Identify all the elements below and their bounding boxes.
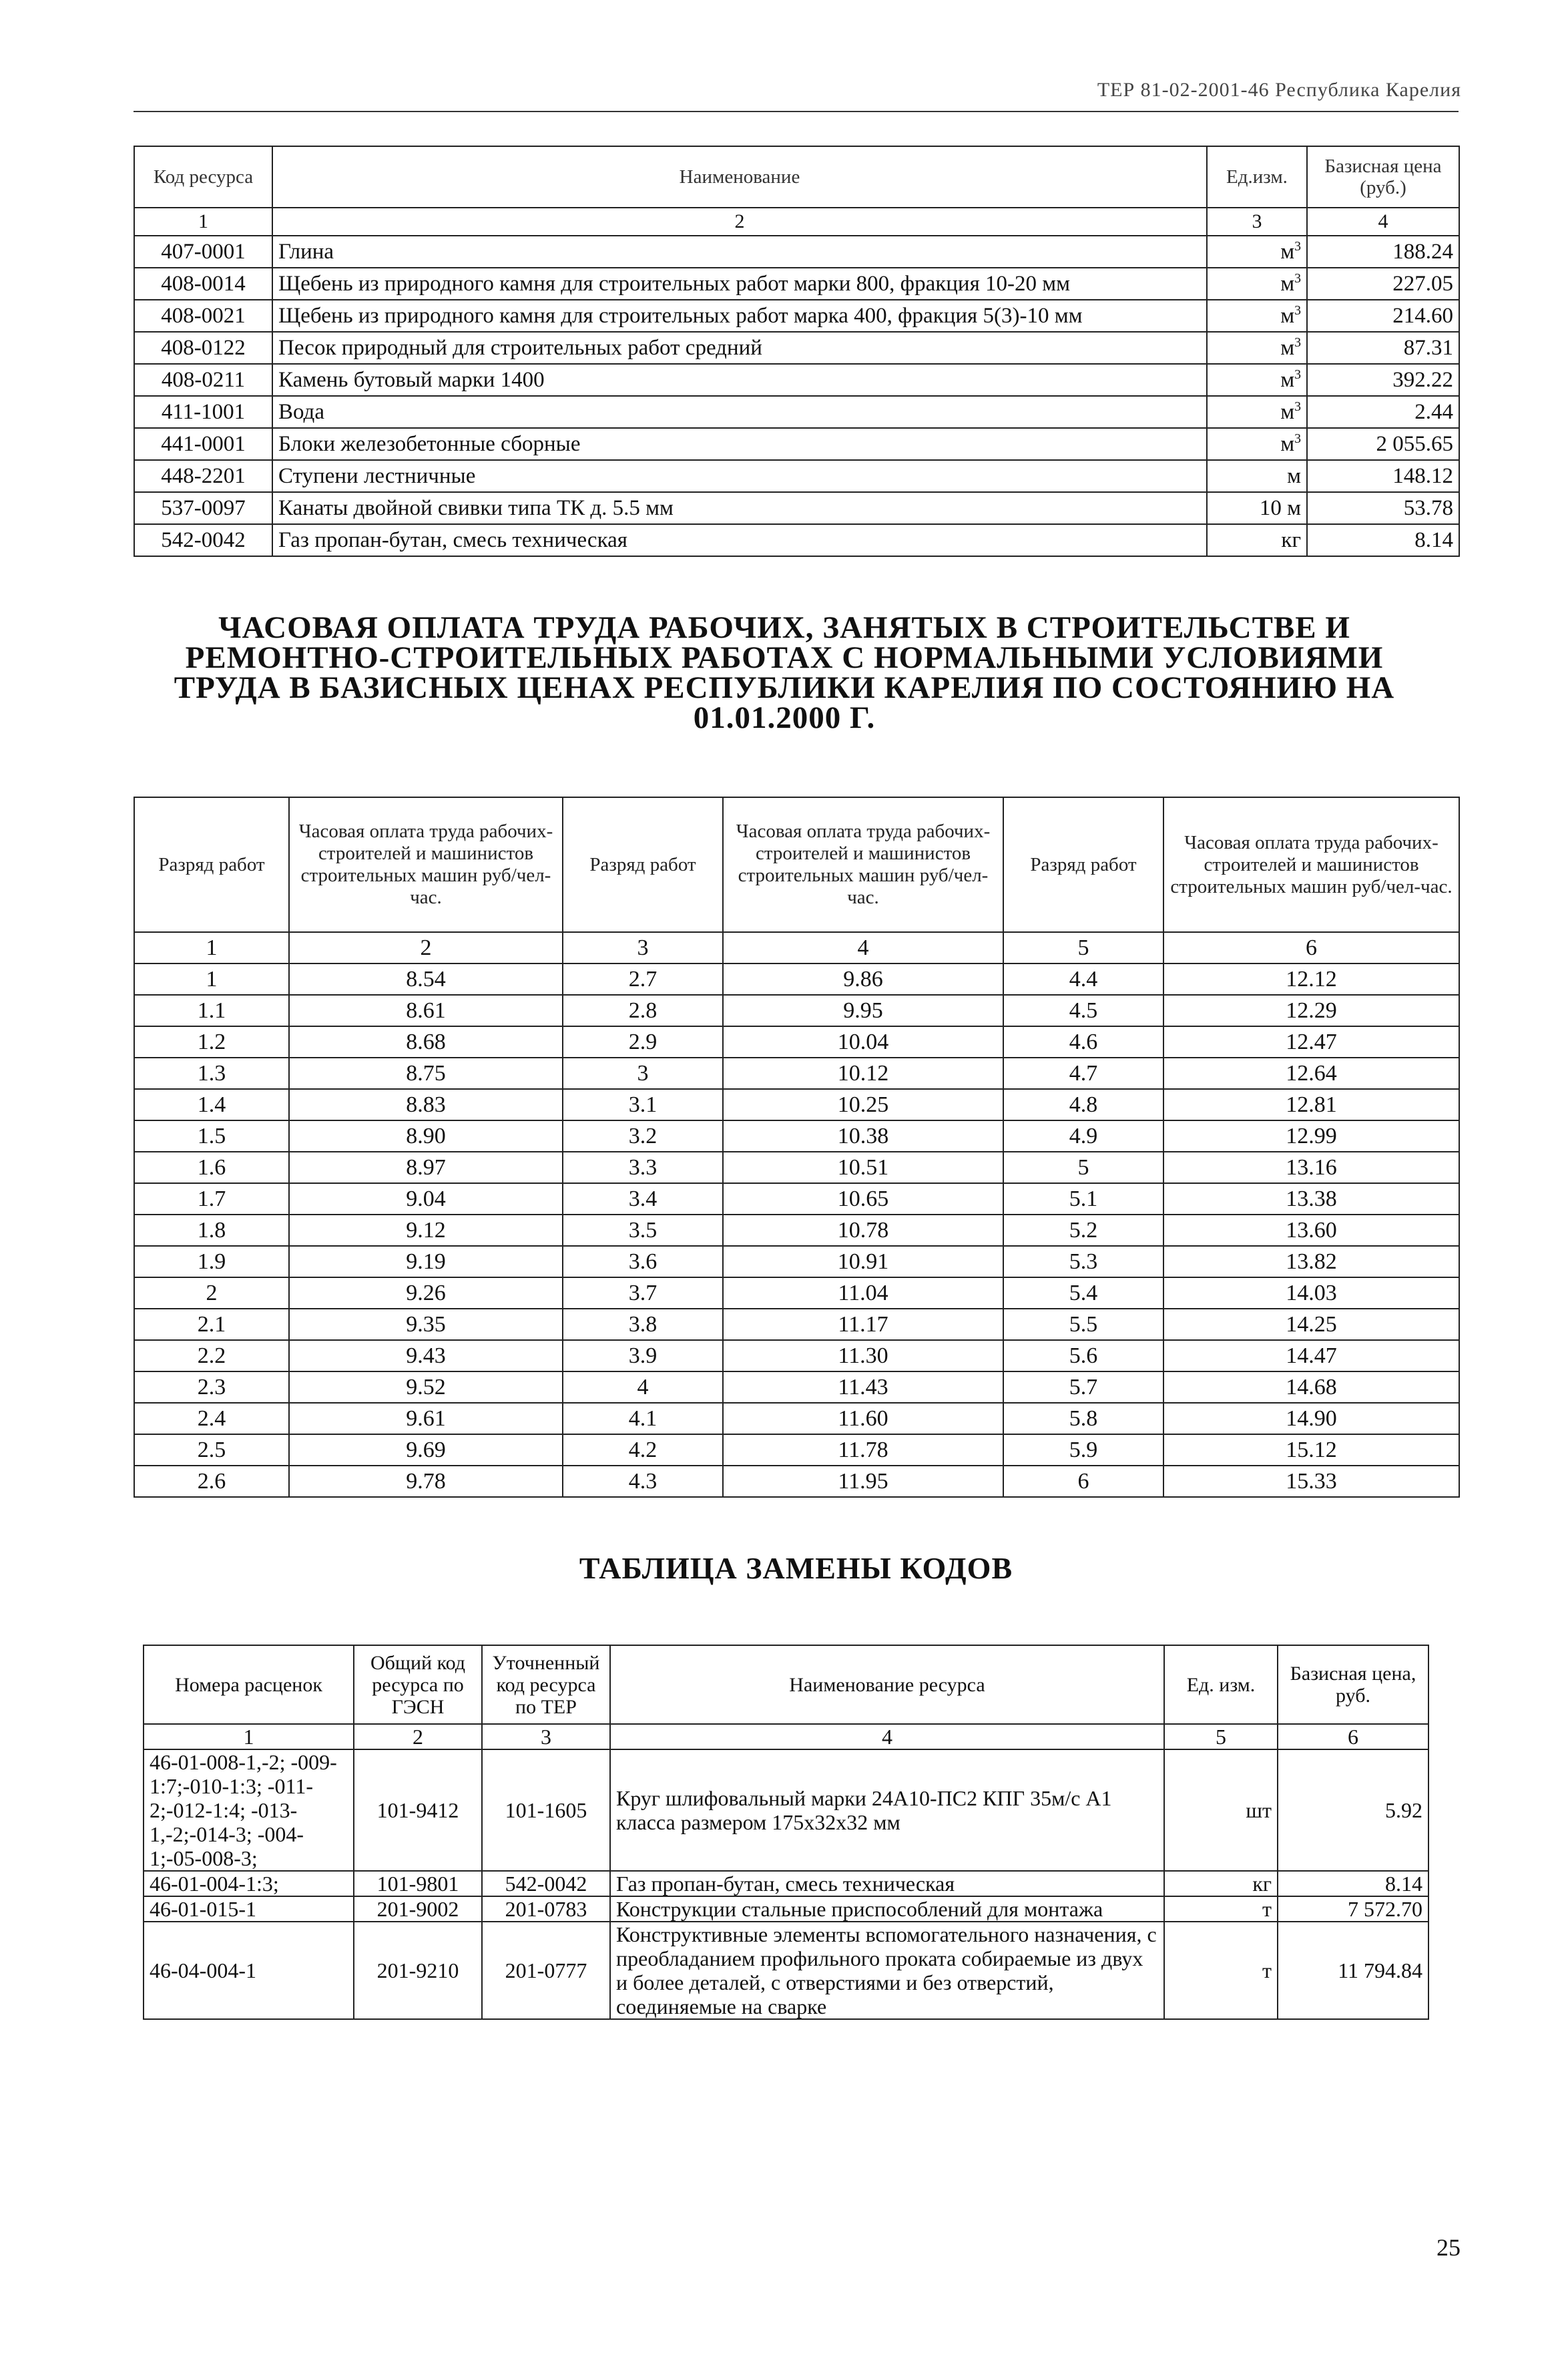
column-number: 3 xyxy=(1207,208,1307,236)
grade-cell: 4.4 xyxy=(1003,963,1163,995)
grade-cell: 3.8 xyxy=(563,1309,723,1340)
grade-cell: 5.8 xyxy=(1003,1403,1163,1434)
grade-header: Разряд работ xyxy=(563,797,723,932)
resource-name: Газ пропан-бутан, смесь техническая xyxy=(610,1871,1164,1896)
unit-text: м xyxy=(1280,303,1295,328)
table-row xyxy=(134,995,1459,1026)
rate-cell: 8.83 xyxy=(289,1089,563,1120)
resource-name: Камень бутовый марки 1400 xyxy=(272,364,1207,396)
unit-superscript: 3 xyxy=(1294,270,1301,286)
rate-cell: 9.26 xyxy=(289,1277,563,1309)
rate-cell: 8.97 xyxy=(289,1152,563,1183)
grade-header: Разряд работ xyxy=(134,797,289,932)
grade-cell: 3.3 xyxy=(563,1152,723,1183)
table-row xyxy=(144,1922,1428,2019)
grade-cell: 5.2 xyxy=(1003,1215,1163,1246)
resource-price: 227.05 xyxy=(1307,268,1459,300)
resource-unit xyxy=(1207,492,1307,524)
resource-unit xyxy=(1207,268,1307,300)
resource-code: 441-0001 xyxy=(134,428,272,460)
rate-cell: 10.12 xyxy=(723,1058,1003,1089)
grade-cell: 3.7 xyxy=(563,1277,723,1309)
column-number: 3 xyxy=(482,1724,610,1749)
rate-cell: 9.19 xyxy=(289,1246,563,1277)
resource-price: 392.22 xyxy=(1307,364,1459,396)
rate-cell: 9.78 xyxy=(289,1466,563,1497)
table-row xyxy=(134,300,1459,332)
ter-code: 201-0783 xyxy=(482,1896,610,1922)
column-number: 2 xyxy=(289,932,563,963)
rate-cell: 15.12 xyxy=(1163,1434,1459,1466)
ter-code: 101-1605 xyxy=(482,1749,610,1871)
grade-cell: 1.6 xyxy=(134,1152,289,1183)
grade-cell: 3.6 xyxy=(563,1246,723,1277)
resource-unit xyxy=(1207,524,1307,556)
table-row xyxy=(134,332,1459,364)
grade-cell: 1.4 xyxy=(134,1089,289,1120)
column-number: 6 xyxy=(1163,932,1459,963)
resource-name: Круг шлифовальный марки 24А10-ПС2 КПГ 35м/с А1 класса размером 175х32х32 мм xyxy=(610,1749,1164,1871)
resource-price: 87.31 xyxy=(1307,332,1459,364)
resource-price: 214.60 xyxy=(1307,300,1459,332)
resource-name: Песок природный для строительных работ средний xyxy=(272,332,1207,364)
codes-table xyxy=(143,1645,1429,2020)
table-row xyxy=(134,1309,1459,1340)
grade-cell: 4.8 xyxy=(1003,1089,1163,1120)
header-cell: Номера расценок xyxy=(144,1645,354,1724)
resource-price: 2.44 xyxy=(1307,396,1459,428)
rate-header: Часовая оплата труда рабочих-строителей и машинистов строительных машин руб/чел-час. xyxy=(1163,797,1459,932)
column-number: 1 xyxy=(144,1724,354,1749)
running-header: ТЕР 81-02-2001-46 Республика Карелия xyxy=(1097,79,1461,101)
grade-cell: 1.8 xyxy=(134,1215,289,1246)
unit-text: м xyxy=(1280,431,1295,456)
rate-cell: 10.65 xyxy=(723,1183,1003,1215)
grade-cell: 1 xyxy=(134,963,289,995)
unit-text: м xyxy=(1280,335,1295,360)
table-row xyxy=(134,1246,1459,1277)
table-row xyxy=(134,460,1459,492)
rate-cell: 10.25 xyxy=(723,1089,1003,1120)
header-cell: Ед. изм. xyxy=(1164,1645,1278,1724)
unit-superscript: 3 xyxy=(1294,399,1301,414)
resource-name: Конструкции стальные приспособлений для монтажа xyxy=(610,1896,1164,1922)
resource-unit xyxy=(1207,300,1307,332)
resource-code: 537-0097 xyxy=(134,492,272,524)
rate-cell: 9.35 xyxy=(289,1309,563,1340)
resource-unit xyxy=(1207,460,1307,492)
column-number: 4 xyxy=(610,1724,1164,1749)
rate-header: Часовая оплата труда рабочих-строителей и машинистов строительных машин руб/чел-час. xyxy=(289,797,563,932)
resource-unit xyxy=(1207,396,1307,428)
table-row xyxy=(134,1183,1459,1215)
rate-cell: 11.30 xyxy=(723,1340,1003,1371)
resource-code: 408-0122 xyxy=(134,332,272,364)
grade-cell: 5.1 xyxy=(1003,1183,1163,1215)
grade-cell: 1.7 xyxy=(134,1183,289,1215)
header-cell: Базисная цена (руб.) xyxy=(1307,146,1459,208)
rate-cell: 10.04 xyxy=(723,1026,1003,1058)
rate-cell: 8.90 xyxy=(289,1120,563,1152)
column-number: 1 xyxy=(134,932,289,963)
grade-cell: 5.3 xyxy=(1003,1246,1163,1277)
grade-cell: 2.5 xyxy=(134,1434,289,1466)
table-row xyxy=(134,428,1459,460)
resource-name: Щебень из природного камня для строительных работ марка 400, фракция 5(3)-10 мм xyxy=(272,300,1207,332)
rate-cell: 11.04 xyxy=(723,1277,1003,1309)
column-number: 2 xyxy=(354,1724,482,1749)
rate-numbers: 46-04-004-1 xyxy=(144,1922,354,2019)
table-row xyxy=(134,1089,1459,1120)
grade-cell: 2 xyxy=(134,1277,289,1309)
grade-cell: 2.4 xyxy=(134,1403,289,1434)
resource-code: 408-0211 xyxy=(134,364,272,396)
grade-cell: 2.8 xyxy=(563,995,723,1026)
table-row xyxy=(144,1896,1428,1922)
rate-cell: 9.52 xyxy=(289,1371,563,1403)
header-cell: Базисная цена, руб. xyxy=(1278,1645,1428,1724)
resource-code: 411-1001 xyxy=(134,396,272,428)
table-row xyxy=(134,1026,1459,1058)
column-number: 5 xyxy=(1003,932,1163,963)
grade-cell: 1.3 xyxy=(134,1058,289,1089)
table-row xyxy=(134,1403,1459,1434)
column-number: 3 xyxy=(563,932,723,963)
column-number: 4 xyxy=(723,932,1003,963)
header-cell: Уточненный код ресурса по ТЕР xyxy=(482,1645,610,1724)
grade-header: Разряд работ xyxy=(1003,797,1163,932)
table-row xyxy=(144,1871,1428,1896)
rate-cell: 11.95 xyxy=(723,1466,1003,1497)
rate-numbers: 46-01-008-1,-2; -009-1:7;-010-1:3; -011-2;-012-1:4; -013-1,-2;-014-3; -004-1;-05-008-3; xyxy=(144,1749,354,1871)
resource-price: 8.14 xyxy=(1307,524,1459,556)
resource-name: Блоки железобетонные сборные xyxy=(272,428,1207,460)
grade-cell: 2.1 xyxy=(134,1309,289,1340)
rate-cell: 10.51 xyxy=(723,1152,1003,1183)
resource-unit xyxy=(1207,428,1307,460)
unit-superscript: 3 xyxy=(1294,367,1301,382)
grade-cell: 3.1 xyxy=(563,1089,723,1120)
table-row xyxy=(134,268,1459,300)
rate-numbers: 46-01-015-1 xyxy=(144,1896,354,1922)
unit-superscript: 3 xyxy=(1294,335,1301,350)
resource-code: 542-0042 xyxy=(134,524,272,556)
table-row xyxy=(134,1340,1459,1371)
column-number: 1 xyxy=(134,208,272,236)
table-row xyxy=(134,524,1459,556)
grade-cell: 6 xyxy=(1003,1466,1163,1497)
resource-price: 5.92 xyxy=(1278,1749,1428,1871)
gesn-code: 201-9210 xyxy=(354,1922,482,2019)
rate-cell: 15.33 xyxy=(1163,1466,1459,1497)
table-row xyxy=(134,1371,1459,1403)
rate-cell: 14.25 xyxy=(1163,1309,1459,1340)
table-row xyxy=(134,1434,1459,1466)
header-cell: Наименование ресурса xyxy=(610,1645,1164,1724)
resource-name: Канаты двойной свивки типа ТК д. 5.5 мм xyxy=(272,492,1207,524)
resource-name: Щебень из природного камня для строительных работ марки 800, фракция 10-20 мм xyxy=(272,268,1207,300)
rate-cell: 8.61 xyxy=(289,995,563,1026)
header-cell: Общий код ресурса по ГЭСН xyxy=(354,1645,482,1724)
unit-text: м xyxy=(1280,271,1295,296)
resource-name: Глина xyxy=(272,236,1207,268)
codes-title: ТАБЛИЦА ЗАМЕНЫ КОДОВ xyxy=(579,1551,1013,1585)
resource-unit xyxy=(1207,332,1307,364)
rate-cell: 8.54 xyxy=(289,963,563,995)
rate-cell: 12.47 xyxy=(1163,1026,1459,1058)
rate-cell: 10.78 xyxy=(723,1215,1003,1246)
rate-cell: 12.12 xyxy=(1163,963,1459,995)
resource-code: 448-2201 xyxy=(134,460,272,492)
page-number: 25 xyxy=(1436,2234,1461,2261)
header-cell: Ед.изм. xyxy=(1207,146,1307,208)
grade-cell: 2.3 xyxy=(134,1371,289,1403)
grade-cell: 2.2 xyxy=(134,1340,289,1371)
grade-cell: 5.6 xyxy=(1003,1340,1163,1371)
rate-numbers: 46-01-004-1:3; xyxy=(144,1871,354,1896)
rate-cell: 12.29 xyxy=(1163,995,1459,1026)
grade-cell: 4.6 xyxy=(1003,1026,1163,1058)
table-row xyxy=(134,1277,1459,1309)
unit-text: м xyxy=(1280,399,1295,424)
rate-cell: 11.60 xyxy=(723,1403,1003,1434)
column-number: 4 xyxy=(1307,208,1459,236)
ter-code: 542-0042 xyxy=(482,1871,610,1896)
resource-name: Газ пропан-бутан, смесь техническая xyxy=(272,524,1207,556)
column-number: 5 xyxy=(1164,1724,1278,1749)
resource-unit xyxy=(1207,236,1307,268)
resource-unit xyxy=(1207,364,1307,396)
resource-unit: шт xyxy=(1164,1749,1278,1871)
resource-unit: т xyxy=(1164,1896,1278,1922)
rate-cell: 13.60 xyxy=(1163,1215,1459,1246)
table-row xyxy=(134,1120,1459,1152)
gesn-code: 101-9801 xyxy=(354,1871,482,1896)
rate-cell: 8.68 xyxy=(289,1026,563,1058)
table-row xyxy=(134,1215,1459,1246)
rate-cell: 11.17 xyxy=(723,1309,1003,1340)
resource-price: 11 794.84 xyxy=(1278,1922,1428,2019)
rate-cell: 14.47 xyxy=(1163,1340,1459,1371)
wages-title: ЧАСОВАЯ ОПЛАТА ТРУДА РАБОЧИХ, ЗАНЯТЫХ В СТРОИТЕЛЬСТВЕ И РЕМОНТНО-СТРОИТЕЛЬНЫХ РАБОТАХ С НОРМАЛЬНЫМИ УСЛОВИЯМИ ТРУДА В БАЗИСНЫХ ЦЕНАХ РЕСПУБЛИКИ КАРЕЛИЯ ПО СОСТОЯНИЮ НА 01.01.2000 Г. xyxy=(174,610,1395,735)
rate-cell: 9.86 xyxy=(723,963,1003,995)
resource-name: Ступени лестничные xyxy=(272,460,1207,492)
table-row xyxy=(134,963,1459,995)
grade-cell: 5.4 xyxy=(1003,1277,1163,1309)
unit-superscript: 3 xyxy=(1294,302,1301,318)
grade-cell: 1.2 xyxy=(134,1026,289,1058)
wages-table xyxy=(134,797,1460,1498)
header-cell: Код ресурса xyxy=(134,146,272,208)
grade-cell: 2.7 xyxy=(563,963,723,995)
rate-cell: 10.91 xyxy=(723,1246,1003,1277)
resource-price: 8.14 xyxy=(1278,1871,1428,1896)
grade-cell: 4.2 xyxy=(563,1434,723,1466)
table-row xyxy=(134,1058,1459,1089)
rate-cell: 9.04 xyxy=(289,1183,563,1215)
grade-cell: 5.9 xyxy=(1003,1434,1163,1466)
resource-price: 53.78 xyxy=(1307,492,1459,524)
grade-cell: 5 xyxy=(1003,1152,1163,1183)
unit-superscript: 3 xyxy=(1294,238,1301,254)
grade-cell: 3.4 xyxy=(563,1183,723,1215)
rate-cell: 9.12 xyxy=(289,1215,563,1246)
table-row xyxy=(134,492,1459,524)
unit-text: м xyxy=(1280,239,1295,264)
gesn-code: 101-9412 xyxy=(354,1749,482,1871)
rate-cell: 14.90 xyxy=(1163,1403,1459,1434)
rate-cell: 9.61 xyxy=(289,1403,563,1434)
rate-cell: 13.38 xyxy=(1163,1183,1459,1215)
unit-text: м xyxy=(1287,463,1301,488)
rate-cell: 12.64 xyxy=(1163,1058,1459,1089)
rate-cell: 8.75 xyxy=(289,1058,563,1089)
grade-cell: 1.9 xyxy=(134,1246,289,1277)
table-row xyxy=(134,396,1459,428)
grade-cell: 2.9 xyxy=(563,1026,723,1058)
gesn-code: 201-9002 xyxy=(354,1896,482,1922)
table-row xyxy=(134,1466,1459,1497)
grade-cell: 3.2 xyxy=(563,1120,723,1152)
resource-unit: кг xyxy=(1164,1871,1278,1896)
grade-cell: 4.3 xyxy=(563,1466,723,1497)
grade-cell: 4 xyxy=(563,1371,723,1403)
column-number: 6 xyxy=(1278,1724,1428,1749)
grade-cell: 4.9 xyxy=(1003,1120,1163,1152)
rate-cell: 14.03 xyxy=(1163,1277,1459,1309)
resource-unit: т xyxy=(1164,1922,1278,2019)
resource-price: 2 055.65 xyxy=(1307,428,1459,460)
rate-header: Часовая оплата труда рабочих-строителей и машинистов строительных машин руб/чел-час. xyxy=(723,797,1003,932)
grade-cell: 1.1 xyxy=(134,995,289,1026)
resource-price: 148.12 xyxy=(1307,460,1459,492)
rate-cell: 9.43 xyxy=(289,1340,563,1371)
table-row xyxy=(134,1152,1459,1183)
rate-cell: 12.99 xyxy=(1163,1120,1459,1152)
resource-code: 407-0001 xyxy=(134,236,272,268)
grade-cell: 3 xyxy=(563,1058,723,1089)
resource-price: 188.24 xyxy=(1307,236,1459,268)
table-row xyxy=(134,236,1459,268)
table-row xyxy=(144,1749,1428,1871)
grade-cell: 4.7 xyxy=(1003,1058,1163,1089)
rate-cell: 9.95 xyxy=(723,995,1003,1026)
rate-cell: 9.69 xyxy=(289,1434,563,1466)
rate-cell: 14.68 xyxy=(1163,1371,1459,1403)
grade-cell: 5.7 xyxy=(1003,1371,1163,1403)
unit-superscript: 3 xyxy=(1294,431,1301,446)
resource-name: Вода xyxy=(272,396,1207,428)
rate-cell: 11.78 xyxy=(723,1434,1003,1466)
rate-cell: 10.38 xyxy=(723,1120,1003,1152)
rate-cell: 12.81 xyxy=(1163,1089,1459,1120)
resource-code: 408-0014 xyxy=(134,268,272,300)
resources-table xyxy=(134,146,1460,557)
resource-name: Конструктивные элементы вспомогательного назначения, с преобладанием профильного проката собираемые из двух и более деталей, с отверстиями и без отверстий, соединяемые на сварке xyxy=(610,1922,1164,2019)
grade-cell: 2.6 xyxy=(134,1466,289,1497)
ter-code: 201-0777 xyxy=(482,1922,610,2019)
unit-text: м xyxy=(1280,367,1295,392)
rate-cell: 11.43 xyxy=(723,1371,1003,1403)
rate-cell: 13.16 xyxy=(1163,1152,1459,1183)
grade-cell: 3.9 xyxy=(563,1340,723,1371)
grade-cell: 3.5 xyxy=(563,1215,723,1246)
grade-cell: 4.1 xyxy=(563,1403,723,1434)
unit-text: 10 м xyxy=(1259,495,1301,520)
table-row xyxy=(134,364,1459,396)
header-rule xyxy=(134,111,1459,112)
unit-text: кг xyxy=(1281,527,1301,552)
grade-cell: 5.5 xyxy=(1003,1309,1163,1340)
column-number: 2 xyxy=(272,208,1207,236)
resource-code: 408-0021 xyxy=(134,300,272,332)
rate-cell: 13.82 xyxy=(1163,1246,1459,1277)
resource-price: 7 572.70 xyxy=(1278,1896,1428,1922)
grade-cell: 4.5 xyxy=(1003,995,1163,1026)
header-cell: Наименование xyxy=(272,146,1207,208)
grade-cell: 1.5 xyxy=(134,1120,289,1152)
